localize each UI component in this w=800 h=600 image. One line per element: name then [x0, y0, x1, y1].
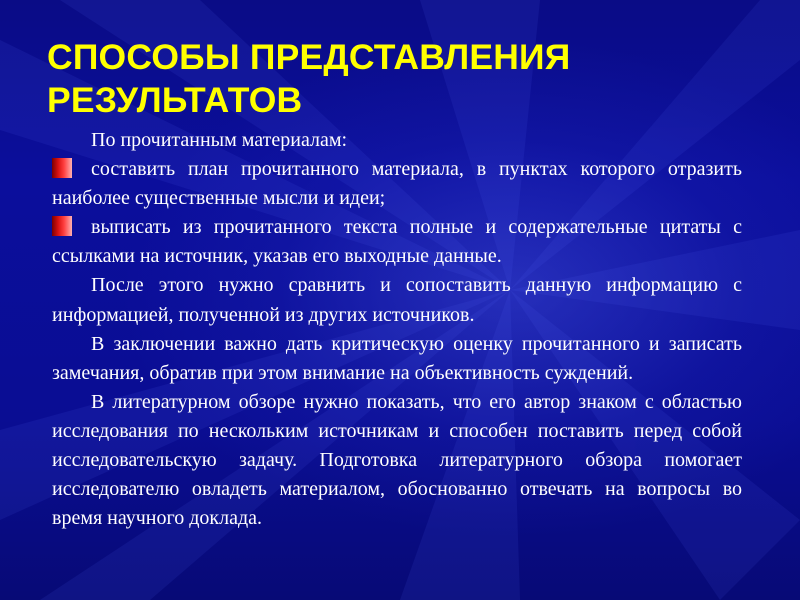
slide-body [52, 126, 742, 533]
slide-title [47, 36, 767, 122]
red-square-bullet-icon [52, 216, 72, 236]
bullet-item [52, 213, 742, 271]
paragraph-literature-review: В литературном обзоре нужно показать, что его автор знаком с областью исследования по нескольким источникам и способен поставить перед собой исследовательскую задачу. Подготовка литературного обзора помогает исследователю овладеть материалом, обоснованно отвечать на вопросы во время научного доклада. [52, 390, 742, 530]
paragraph-compare: После этого нужно сравнить и сопоставить данную информацию с информацией, полученной из других источников. [52, 274, 742, 326]
bullet-text: составить план прочитанного материала, в пунктах которого отразить наиболее существенные мысли и идеи; [52, 158, 742, 210]
paragraph-conclusion: В заключении важно дать критическую оценку прочитанного и записать замечания, обратив при этом внимание на объективность суждений. [52, 332, 742, 384]
slide-title-line-1: СПОСОБЫ ПРЕДСТАВЛЕНИЯ [47, 37, 571, 77]
red-square-bullet-icon [52, 158, 72, 178]
bullet-item [52, 155, 742, 213]
bullet-text: выписать из прочитанного текста полные и содержательные цитаты с ссылками на источник, указав его выходные данные. [52, 216, 742, 268]
slide-title-line-2: РЕЗУЛЬТАТОВ [47, 80, 303, 120]
intro-paragraph: По прочитанным материалам: [91, 129, 348, 151]
